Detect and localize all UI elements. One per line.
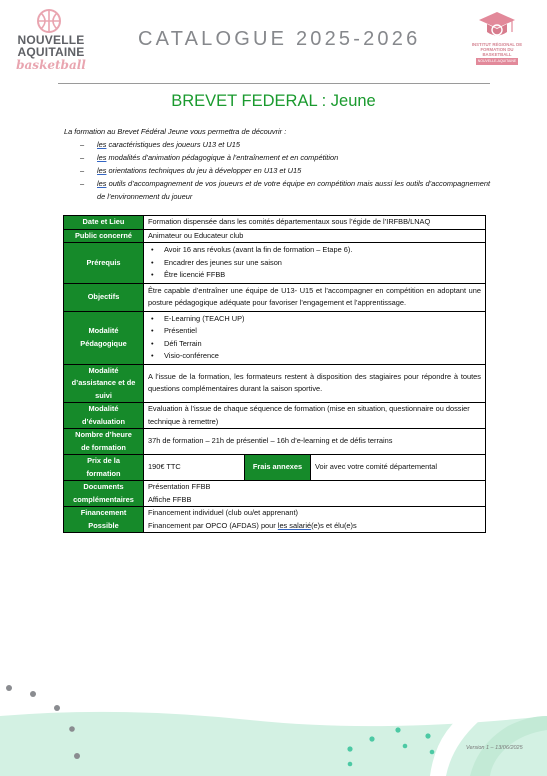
list-item: • Défi Terrain [148,338,481,351]
list-dash: – [80,179,85,188]
financement-underlined: les salarié [277,520,312,530]
document-link[interactable]: Présentation FFBB [148,482,211,491]
table-row [64,429,486,455]
les-word: les [97,179,107,188]
irfbb-text: INSTITUT RÉGIONAL DE FORMATION DU BASKETBALL [471,42,523,57]
table-row [64,364,486,403]
value-financement [144,507,486,533]
document-link[interactable]: Affiche FFBB [148,494,192,504]
table-row [64,283,486,311]
list-item: • Encadrer des jeunes sur une saison [148,257,481,270]
list-item-text: caractéristiques des joueurs U13 et U15 [106,140,240,149]
list-item-text: orientations techniques du jeu à développer en U13 et U15 [106,166,302,175]
value-nombre-heure: 37h de formation – 21h de présentiel – 16h d’e-learning et de défis terrains [144,429,486,455]
label-nombre-heure [64,429,144,455]
label-frais-annexes: Frais annexes [245,455,311,481]
list-item-text: outils d’accompagnement de vos joueurs et de votre équipe en compétition mais aussi les outils d’accompagnement de l’environnement du joueur [97,179,490,201]
table-row [64,311,486,364]
value-public: Animateur ou Educateur club [144,229,486,243]
value-modalite-pedagogique [144,311,486,364]
label-line: Pédagogique [80,338,127,348]
financement-text: (e)s et élu(e)s [311,520,357,530]
value-objectifs: Être capable d’entraîner une équipe de U13- U15 et l’accompagner en compétition en adoptant une posture pédagogique adéquate pour favoriser l’engagement et l’apprentissage. [144,283,486,311]
label-modalite-assistance [64,364,144,403]
version-text: Version 1 – 13/06/2025 [466,745,523,751]
label-prix [64,455,144,481]
list-dash: – [80,140,85,149]
value-prix: 190€ TTC [144,455,245,481]
financement-line: Financement individuel (club ou/et apprenant) [148,508,298,517]
header-divider [58,83,490,84]
list-dash: – [80,153,85,162]
label-financement [64,507,144,533]
list-item: • Visio-conférence [148,350,481,363]
list-item-text: modalités d’animation pédagogique à l’entraînement et en compétition [106,153,339,162]
graduation-cap-icon [478,10,516,40]
list-item: • Avoir 16 ans révolus (avant la fin de formation – Etape 6). [148,244,481,257]
list-item [80,151,490,164]
label-date-lieu: Date et Lieu [64,216,144,230]
financement-text: Financement par OPCO (AFDAS) pour [148,520,278,530]
logo-line-2: AQUITAINE [17,45,85,59]
value-prerequis [144,243,486,284]
label-line: Documents [83,482,124,491]
page-title: BREVET FEDERAL : Jeune [171,92,376,110]
les-word: les [97,166,107,175]
irfbb-band: NOUVELLE-AQUITAINE [477,59,517,63]
formation-info-table [63,215,486,533]
label-line: Nombre d’heure [75,430,132,439]
table-row [64,507,486,533]
label-modalite-evaluation [64,403,144,429]
label-line: Modalité [88,404,119,413]
list-item [80,164,490,177]
label-line: formation [86,468,121,478]
label-public: Public concerné [64,229,144,243]
list-item: • Être licencié FFBB [148,269,481,282]
label-line: complémentaires [73,494,134,504]
table-row [64,455,486,481]
label-prerequis: Prérequis [64,243,144,284]
label-documents [64,481,144,507]
label-line: suivi [95,390,112,400]
label-modalite-pedagogique [64,311,144,364]
table-row [64,481,486,507]
label-line: Possible [88,520,119,530]
list-item [80,138,490,151]
value-documents [144,481,486,507]
label-line: Modalité [88,365,119,375]
table-row [64,243,486,284]
list-item: • Présentiel [148,325,481,338]
list-dash: – [80,166,85,175]
table-row [64,403,486,429]
value-date-lieu: Formation dispensée dans les comités départementaux sous l’égide de l’IRFBB/LNAQ [144,216,486,230]
logo-line-3: basketball [16,58,86,72]
nouvelle-aquitaine-logo [8,8,94,78]
list-item: • E-Learning (TEACH UP) [148,313,481,326]
basketball-icon [34,8,64,34]
intro-text: La formation au Brevet Fédéral Jeune vous permettra de découvrir : [64,127,287,136]
les-word: les [97,153,107,162]
label-line: d’assistance et de [71,378,136,387]
table-row [64,216,486,230]
value-modalite-evaluation: Evaluation à l’issue de chaque séquence de formation (mise en situation, questionnaire ou dossier technique à remettre) [144,403,486,429]
label-line: Prix de la [87,456,120,465]
catalogue-title: CATALOGUE 2025-2026 [138,28,421,50]
table-row [64,229,486,243]
footer-decoration [0,660,547,776]
label-line: d’évaluation [81,416,126,426]
label-objectifs: Objectifs [64,283,144,311]
financement-line [148,520,481,533]
label-line: Financement [80,508,127,517]
label-line: de formation [81,442,126,452]
les-word: les [97,140,107,149]
logo-line-1: NOUVELLE [17,33,85,47]
value-modalite-assistance: A l’issue de la formation, les formateurs restent à disposition des stagiaires pour répondre à toutes questions complémentaires durant la saison sportive. [144,364,486,403]
discovery-list [80,138,490,203]
label-line: Modalité [88,326,119,335]
list-item [80,177,490,203]
value-frais-annexes: Voir avec votre comité départemental [311,455,486,481]
irfbb-logo [466,10,528,68]
